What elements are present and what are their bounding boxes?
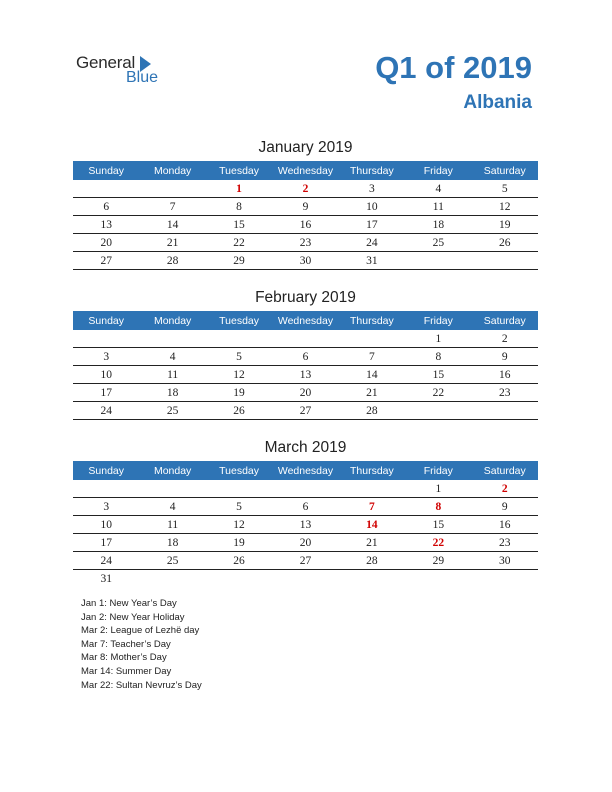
day-cell: 18 <box>405 216 471 234</box>
week-row <box>73 198 538 216</box>
logo-general-text: General <box>76 53 136 72</box>
weekday-header: Sunday <box>73 311 139 330</box>
week-row <box>73 480 538 498</box>
day-cell: 21 <box>339 384 405 402</box>
day-cell: 5 <box>472 180 538 198</box>
weekday-header: Friday <box>405 161 471 180</box>
day-cell: 30 <box>272 252 338 270</box>
day-cell: 25 <box>139 552 205 570</box>
day-cell: 29 <box>206 252 272 270</box>
page-title: Q1 of 2019 <box>375 50 532 85</box>
day-cell: 11 <box>139 516 205 534</box>
week-row <box>73 216 538 234</box>
day-cell: 1 <box>206 180 272 198</box>
weekday-header: Tuesday <box>206 461 272 480</box>
day-cell: 11 <box>139 366 205 384</box>
weekday-header: Tuesday <box>206 161 272 180</box>
weekday-header: Wednesday <box>272 461 338 480</box>
weekday-header: Thursday <box>339 311 405 330</box>
weekday-header: Thursday <box>339 161 405 180</box>
empty-cell <box>272 570 338 588</box>
day-cell: 22 <box>206 234 272 252</box>
day-cell: 10 <box>73 516 139 534</box>
day-cell: 26 <box>472 234 538 252</box>
day-cell: 16 <box>272 216 338 234</box>
day-cell: 28 <box>339 402 405 420</box>
weekday-header-row <box>73 311 538 330</box>
day-cell: 2 <box>472 480 538 498</box>
weekday-header: Thursday <box>339 461 405 480</box>
day-cell: 6 <box>272 348 338 366</box>
day-cell: 5 <box>206 348 272 366</box>
empty-cell <box>139 480 205 498</box>
day-cell: 1 <box>405 480 471 498</box>
day-cell: 1 <box>405 330 471 348</box>
week-row <box>73 534 538 552</box>
holiday-item: Mar 2: League of Lezhë day <box>81 625 200 637</box>
day-cell: 23 <box>272 234 338 252</box>
empty-cell <box>73 480 139 498</box>
empty-cell <box>472 402 538 420</box>
day-cell: 25 <box>139 402 205 420</box>
week-row <box>73 552 538 570</box>
day-cell: 3 <box>339 180 405 198</box>
week-row <box>73 180 538 198</box>
empty-cell <box>405 402 471 420</box>
day-cell: 28 <box>139 252 205 270</box>
day-cell: 16 <box>472 366 538 384</box>
day-cell: 17 <box>73 534 139 552</box>
weekday-header: Saturday <box>472 161 538 180</box>
day-cell: 8 <box>405 348 471 366</box>
day-cell: 24 <box>73 402 139 420</box>
month-february <box>73 289 538 420</box>
day-cell: 29 <box>405 552 471 570</box>
week-row <box>73 498 538 516</box>
month-title: February 2019 <box>255 289 356 306</box>
day-cell: 8 <box>206 198 272 216</box>
day-cell: 22 <box>405 534 471 552</box>
month-title: March 2019 <box>264 439 347 456</box>
week-row <box>73 384 538 402</box>
generalblue-logo <box>76 53 176 87</box>
day-cell: 19 <box>472 216 538 234</box>
week-row <box>73 252 538 270</box>
empty-cell <box>206 570 272 588</box>
empty-cell <box>139 330 205 348</box>
empty-cell <box>139 570 205 588</box>
weekday-header-row <box>73 461 538 480</box>
day-cell: 14 <box>339 516 405 534</box>
holiday-item: Jan 1: New Year’s Day <box>81 598 177 609</box>
day-cell: 26 <box>206 552 272 570</box>
weekday-header: Friday <box>405 311 471 330</box>
day-cell: 13 <box>73 216 139 234</box>
weekday-header: Monday <box>139 161 205 180</box>
holiday-item: Mar 7: Teacher’s Day <box>81 638 171 650</box>
holiday-item: Jan 2: New Year Holiday <box>81 611 185 623</box>
day-cell: 13 <box>272 366 338 384</box>
weekday-header: Saturday <box>472 311 538 330</box>
day-cell: 20 <box>272 534 338 552</box>
day-cell: 21 <box>139 234 205 252</box>
day-cell: 20 <box>272 384 338 402</box>
day-cell: 7 <box>339 498 405 516</box>
day-cell: 30 <box>472 552 538 570</box>
day-cell: 4 <box>139 348 205 366</box>
day-cell: 6 <box>272 498 338 516</box>
day-cell: 18 <box>139 384 205 402</box>
empty-cell <box>139 180 205 198</box>
day-cell: 11 <box>405 198 471 216</box>
week-row <box>73 516 538 534</box>
day-cell: 4 <box>139 498 205 516</box>
day-cell: 25 <box>405 234 471 252</box>
day-cell: 27 <box>73 252 139 270</box>
empty-cell <box>73 330 139 348</box>
week-row <box>73 330 538 348</box>
week-row <box>73 366 538 384</box>
month-march <box>73 439 538 587</box>
calendar-table <box>73 161 538 270</box>
day-cell: 15 <box>405 366 471 384</box>
weekday-header: Saturday <box>472 461 538 480</box>
day-cell: 27 <box>272 402 338 420</box>
empty-cell <box>472 570 538 588</box>
day-cell: 24 <box>339 234 405 252</box>
logo-blue-text: Blue <box>126 69 159 86</box>
day-cell: 19 <box>206 534 272 552</box>
day-cell: 27 <box>272 552 338 570</box>
calendar-table <box>73 311 538 420</box>
weekday-header: Wednesday <box>272 161 338 180</box>
day-cell: 24 <box>73 552 139 570</box>
day-cell: 14 <box>339 366 405 384</box>
day-cell: 23 <box>472 384 538 402</box>
day-cell: 28 <box>339 552 405 570</box>
day-cell: 2 <box>472 330 538 348</box>
weekday-header: Sunday <box>73 161 139 180</box>
empty-cell <box>73 180 139 198</box>
month-january <box>73 139 538 270</box>
day-cell: 2 <box>272 180 338 198</box>
day-cell: 5 <box>206 498 272 516</box>
empty-cell <box>272 330 338 348</box>
empty-cell <box>405 252 471 270</box>
weekday-header: Sunday <box>73 461 139 480</box>
weekday-header: Friday <box>405 461 471 480</box>
holiday-item: Mar 22: Sultan Nevruz’s Day <box>81 679 202 691</box>
day-cell: 18 <box>139 534 205 552</box>
empty-cell <box>339 480 405 498</box>
day-cell: 10 <box>339 198 405 216</box>
day-cell: 31 <box>339 252 405 270</box>
day-cell: 3 <box>73 348 139 366</box>
day-cell: 31 <box>100 572 112 585</box>
week-row <box>73 234 538 252</box>
empty-cell <box>339 330 405 348</box>
day-cell: 13 <box>272 516 338 534</box>
holiday-item: Mar 14: Summer Day <box>81 665 172 677</box>
country-name: Albania <box>463 92 532 113</box>
day-cell: 3 <box>73 498 139 516</box>
day-cell: 15 <box>206 216 272 234</box>
day-cell: 19 <box>206 384 272 402</box>
empty-cell <box>472 252 538 270</box>
day-cell: 6 <box>73 198 139 216</box>
day-cell: 9 <box>472 348 538 366</box>
day-cell: 15 <box>405 516 471 534</box>
week-row <box>73 402 538 420</box>
day-cell: 12 <box>472 198 538 216</box>
empty-cell <box>405 570 471 588</box>
empty-cell <box>206 330 272 348</box>
holiday-list <box>81 597 202 692</box>
day-cell: 7 <box>339 348 405 366</box>
weekday-header: Monday <box>139 311 205 330</box>
week-row <box>73 570 538 588</box>
day-cell: 21 <box>339 534 405 552</box>
calendar-table <box>73 461 538 587</box>
day-cell: 16 <box>472 516 538 534</box>
day-cell: 17 <box>339 216 405 234</box>
day-cell: 12 <box>206 516 272 534</box>
day-cell: 9 <box>272 198 338 216</box>
day-cell: 22 <box>405 384 471 402</box>
day-cell: 17 <box>73 384 139 402</box>
day-cell: 20 <box>73 234 139 252</box>
holiday-item: Mar 8: Mother’s Day <box>81 652 167 664</box>
day-cell: 7 <box>139 198 205 216</box>
day-cell: 10 <box>73 366 139 384</box>
day-cell: 14 <box>139 216 205 234</box>
month-title: January 2019 <box>258 139 353 156</box>
day-cell: 23 <box>472 534 538 552</box>
day-cell: 26 <box>206 402 272 420</box>
week-row <box>73 348 538 366</box>
weekday-header: Wednesday <box>272 311 338 330</box>
day-cell: 8 <box>405 498 471 516</box>
day-cell: 9 <box>472 498 538 516</box>
empty-cell <box>339 570 405 588</box>
day-cell: 4 <box>405 180 471 198</box>
empty-cell <box>272 480 338 498</box>
weekday-header: Tuesday <box>206 311 272 330</box>
empty-cell <box>206 480 272 498</box>
day-cell: 12 <box>206 366 272 384</box>
weekday-header-row <box>73 161 538 180</box>
weekday-header: Monday <box>139 461 205 480</box>
